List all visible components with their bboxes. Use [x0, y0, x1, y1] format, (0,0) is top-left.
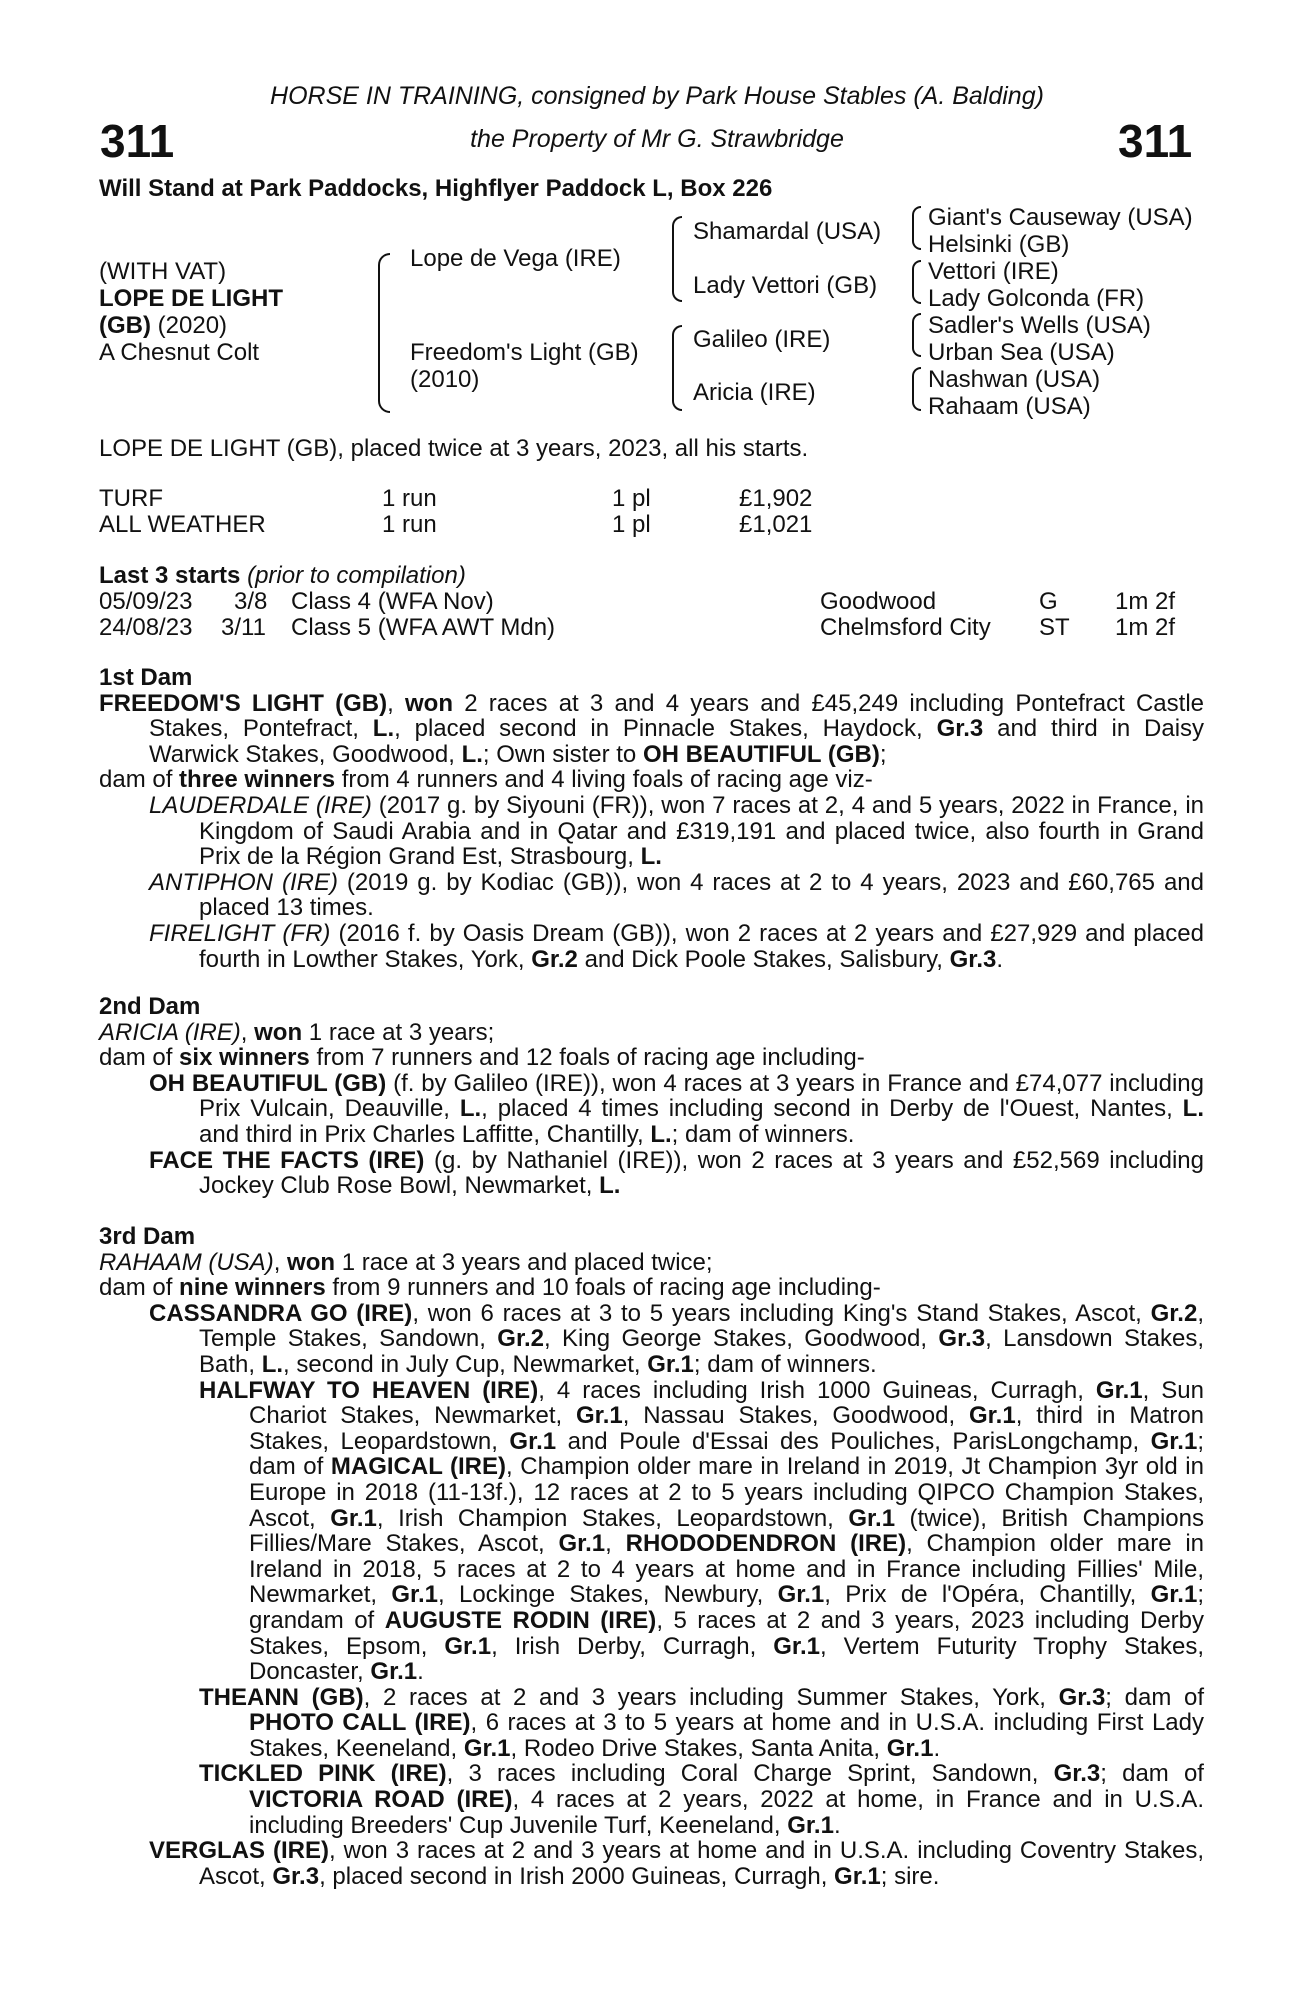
lot-number-right: 311 [1118, 115, 1193, 167]
dd-dam: Rahaam (USA) [928, 393, 1091, 420]
text: , Irish Derby, Curragh, [491, 1632, 774, 1660]
produce-entry [99, 921, 1204, 972]
group-label: Gr.1 [1095, 1376, 1143, 1404]
produce-entry [99, 1838, 1204, 1889]
dam: Freedom's Light (GB) [410, 339, 639, 366]
horse-year: (2020) [150, 312, 228, 339]
text: , 4 races including Irish 1000 Guineas, Curragh, [538, 1376, 1096, 1404]
produce-name: FIRELIGHT (FR) [149, 919, 331, 947]
text: (twice), British Champions Fillies/Mare Stakes, Ascot, [249, 1504, 1204, 1558]
pedigree-bracket-ss [912, 206, 921, 250]
text: 1 race at 3 years and placed twice; [335, 1248, 713, 1276]
listed-label: L. [461, 740, 483, 768]
start-distance: 1m 2f [1115, 614, 1176, 641]
produce-name: RHODODENDRON (IRE) [625, 1530, 907, 1558]
listed-label: L. [599, 1172, 621, 1200]
text: (f. by Galileo (IRE)), won 4 races at 3 years in France and £74,077 including Prix Vulcain, Deauville, [199, 1069, 1204, 1123]
listed-label: L. [459, 1095, 482, 1123]
group-label: Gr.2 [531, 945, 578, 973]
produce-name: OH BEAUTIFUL (GB) [149, 1069, 387, 1097]
start-class: Class 5 (WFA AWT Mdn) [291, 614, 556, 641]
pedigree-bracket-sire [672, 216, 682, 302]
text: . [417, 1658, 424, 1686]
dd-sire: Nashwan (USA) [928, 366, 1101, 393]
produce-entry [99, 1148, 1204, 1199]
record-runs: 1 run [382, 485, 437, 512]
start-course: Chelmsford City [820, 614, 991, 641]
consignor-line: HORSE IN TRAINING, consigned by Park House Stables (A. Balding) [270, 82, 1044, 110]
text: dam of [99, 1274, 180, 1302]
record-surface: ALL WEATHER [99, 511, 266, 538]
record-surface: TURF [99, 485, 163, 512]
group-label: Gr.1 [773, 1632, 820, 1660]
text: , 6 races at 3 to 5 years at home and in U.S.A. including First Lady Stakes, Keeneland, [249, 1709, 1204, 1762]
group-label: Gr.1 [330, 1504, 377, 1532]
text: . [833, 1811, 841, 1839]
start-position: 3/8 [234, 588, 268, 615]
text: , Nassau Stakes, Goodwood, [622, 1402, 969, 1430]
lot-number-left: 311 [100, 115, 175, 167]
produce-name: AUGUSTE RODIN (IRE) [384, 1606, 657, 1634]
group-label: Gr.2 [1150, 1299, 1198, 1327]
group-label: Gr.1 [509, 1427, 557, 1455]
start-position: 3/11 [221, 614, 266, 641]
text: , 2 races at 2 and 3 years including Summer Stakes, York, [363, 1683, 1059, 1711]
text: , won 6 races at 3 to 5 years including King's Stand Stakes, Ascot, [412, 1299, 1151, 1327]
first-dam-entry: FREEDOM'S LIGHT (GB), won 2 races at 3 and 4 years and £45,249 including Pontefract Castle Stakes, Pontefract, L., placed second in Pinnacle Stakes, Haydock, Gr.3 and third in Daisy Warwick Stakes, Goodwood, L.; Own sister to OH BEAUTIFUL (GB); [99, 689, 1205, 768]
produce-name: LAUDERDALE (IRE) [149, 791, 372, 819]
location-line: Will Stand at Park Paddocks, Highflyer Paddock L, Box 226 [99, 175, 773, 202]
text: , [605, 1530, 626, 1558]
listed-label: L. [261, 1350, 284, 1378]
sd-dam: Lady Golconda (FR) [928, 285, 1145, 312]
winners-count: six winners [179, 1044, 310, 1072]
last-starts-note: (prior to compilation) [240, 562, 466, 589]
second-dam-name: ARICIA (IRE) [99, 1018, 241, 1046]
sire: Lope de Vega (IRE) [410, 245, 621, 272]
text: , Temple Stakes, Sandown, [199, 1299, 1204, 1353]
first-dam-produce-summary [99, 767, 1204, 793]
text: , Lockinge Stakes, Newbury, [438, 1581, 778, 1609]
pedigree-bracket-sd [912, 260, 921, 304]
produce-name: MAGICAL (IRE) [330, 1453, 506, 1481]
text: 1 race at 3 years; [302, 1018, 495, 1046]
vat-note: (WITH VAT) [99, 258, 227, 285]
group-label: Gr.1 [444, 1632, 492, 1660]
sd-sire: Vettori (IRE) [928, 258, 1059, 285]
produce-entry [99, 1301, 1204, 1378]
text: from 9 runners and 10 foals of racing age including- [325, 1274, 881, 1302]
text: , Champion older mare in Ireland in 2018, 5 races at 2 to 4 years at home and in France including Fillies' Mile, Newmarket, [249, 1530, 1205, 1609]
group-label: Gr.1 [1150, 1581, 1198, 1609]
text: , Vertem Futurity Trophy Stakes, Doncaster, [249, 1632, 1204, 1686]
text: and third in Prix Charles Laffitte, Chantilly, [199, 1120, 651, 1148]
ds-sire: Sadler's Wells (USA) [928, 312, 1151, 339]
group-label: Gr.1 [886, 1734, 934, 1762]
produce-entry [99, 1685, 1204, 1762]
text: , third in Matron Stakes, Leopardstown, [249, 1402, 1205, 1455]
text: dam of [99, 1044, 180, 1072]
produce-entry [99, 1378, 1204, 1685]
second-dam-produce-summary [99, 1045, 1204, 1071]
first-dam-title: 1st Dam [99, 664, 193, 691]
produce-entry [99, 870, 1204, 921]
group-label: Gr.3 [936, 715, 984, 743]
record-prize: £1,021 [739, 511, 813, 538]
text: (2016 f. by Oasis Dream (GB)), won 2 races at 2 years and £27,929 and placed fourth in Lowther Stakes, York, [199, 919, 1205, 973]
produce-name: HALFWAY TO HEAVEN (IRE) [199, 1376, 539, 1404]
produce-name: VERGLAS (IRE) [149, 1837, 330, 1865]
produce-entry [99, 1761, 1204, 1838]
produce-entry [99, 1071, 1204, 1148]
won-label: won [287, 1248, 336, 1276]
text: ; [879, 740, 887, 768]
race-summary: LOPE DE LIGHT (GB), placed twice at 3 years, 2023, all his starts. [99, 435, 809, 462]
text: 2 races at 3 and 4 years and £45,249 including Pontefract Castle Stakes, Pontefract, [149, 689, 1204, 743]
produce-entry [99, 793, 1204, 870]
group-label: Gr.3 [1058, 1683, 1106, 1711]
text: , placed second in Irish 2000 Guineas, Curragh, [319, 1862, 835, 1890]
text: and Poule d'Essai des Pouliches, ParisLongchamp, [556, 1427, 1151, 1455]
listed-label: L. [650, 1120, 672, 1148]
text: and Dick Poole Stakes, Salisbury, [577, 945, 950, 973]
text: ; sire. [880, 1862, 940, 1890]
text: (2017 g. by Siyouni (FR)), won 7 races at 2, 4 and 5 years, 2022 in France, in Kingdom of Saudi Arabia and in Qatar and £319,191 and placed twice, also fourth in Grand Prix de la Région Grand Est, Strasbourg, [199, 791, 1204, 871]
text: , Prix de l'Opéra, Chantilly, [824, 1581, 1151, 1609]
dam-dam: Aricia (IRE) [693, 379, 816, 406]
text: . [996, 945, 1004, 973]
third-dam-section [99, 1224, 1204, 1889]
group-label: Gr.1 [391, 1581, 439, 1609]
first-dam-name: FREEDOM'S LIGHT (GB) [99, 689, 388, 717]
record-prize: £1,902 [739, 485, 813, 512]
last-starts-title: Last 3 starts [99, 562, 241, 589]
group-label: Gr.1 [370, 1658, 418, 1686]
group-label: Gr.1 [848, 1504, 896, 1532]
text: ; dam of [1105, 1683, 1204, 1711]
text: , [273, 1248, 288, 1276]
group-label: Gr.1 [576, 1402, 623, 1430]
group-label: Gr.3 [949, 945, 997, 973]
record-runs: 1 run [382, 511, 437, 538]
second-dam-entry [99, 1020, 1204, 1046]
first-dam-section [99, 665, 1204, 972]
horse-country: (GB) [99, 312, 151, 339]
dam-sire: Galileo (IRE) [693, 326, 831, 353]
produce-name: CASSANDRA GO (IRE) [149, 1299, 413, 1327]
group-label: Gr.1 [834, 1862, 881, 1890]
listed-label: L. [1182, 1095, 1204, 1123]
text: ; grandam of [249, 1581, 1204, 1634]
text: (2019 g. by Kodiac (GB)), won 4 races at 2 to 4 years, 2023 and £60,765 and placed 13 times. [199, 868, 1205, 922]
text: dam of [99, 766, 180, 794]
horse-name: LOPE DE LIGHT [99, 285, 284, 312]
dam-year: (2010) [410, 366, 480, 393]
second-dam-title: 2nd Dam [99, 993, 201, 1020]
text: and third in Daisy Warwick Stakes, Goodwood, [149, 715, 1205, 768]
text: , Champion older mare in Ireland in 2019, Jt Champion 3yr old in Europe in 2018 (11-13f.), 12 races at 2 to 5 years including QIPCO Champion Stakes, Ascot, [249, 1453, 1204, 1532]
group-label: Gr.1 [558, 1530, 606, 1558]
start-class: Class 4 (WFA Nov) [291, 588, 494, 615]
text: ; dam of [249, 1427, 1204, 1481]
produce-name: PHOTO CALL (IRE) [249, 1709, 471, 1737]
text: (g. by Nathaniel (IRE)), won 2 races at 3 years and £52,569 including Jockey Club Rose Bowl, Newmarket, [199, 1146, 1204, 1200]
group-label: Gr.3 [1053, 1760, 1101, 1788]
third-dam-title: 3rd Dam [99, 1223, 196, 1250]
pedigree-bracket-main [378, 253, 390, 413]
pedigree-bracket-ds [912, 313, 921, 357]
group-label: Gr.1 [969, 1402, 1016, 1430]
winners-count: three winners [179, 766, 336, 794]
text: , placed 4 times including second in Derby de l'Ouest, Nantes, [481, 1095, 1183, 1123]
produce-name: THEANN (GB) [199, 1683, 364, 1711]
start-distance: 1m 2f [1115, 588, 1176, 615]
ds-dam: Urban Sea (USA) [928, 339, 1115, 366]
record-placed: 1 pl [612, 485, 651, 512]
ss-sire: Giant's Causeway (USA) [928, 204, 1193, 231]
won-label: won [254, 1018, 303, 1046]
won-label: won [405, 689, 454, 717]
group-label: Gr.2 [497, 1325, 544, 1353]
text: , King George Stakes, Goodwood, [543, 1325, 939, 1353]
ss-dam: Helsinki (GB) [928, 231, 1070, 258]
text: , Sun Chariot Stakes, Newmarket, [249, 1376, 1204, 1430]
text: , Lansdown Stakes, Bath, [199, 1325, 1205, 1378]
group-label: Gr.1 [1150, 1427, 1198, 1455]
listed-label: L. [640, 843, 662, 871]
third-dam-produce-summary [99, 1275, 1204, 1301]
sire-dam: Lady Vettori (GB) [693, 272, 878, 299]
third-dam-entry [99, 1250, 1204, 1276]
text: , second in July Cup, Newmarket, [283, 1350, 648, 1378]
produce-name: VICTORIA ROAD (IRE) [249, 1786, 513, 1814]
third-dam-name: RAHAAM (USA) [99, 1248, 274, 1276]
text: from 4 runners and 4 living foals of racing age viz- [335, 766, 873, 794]
text: ; Own sister to [482, 740, 643, 768]
start-course: Goodwood [820, 588, 937, 615]
listed-label: L. [372, 715, 395, 743]
record-placed: 1 pl [612, 511, 651, 538]
property-line: the Property of Mr G. Strawbridge [470, 125, 844, 153]
group-label: Gr.3 [938, 1325, 986, 1353]
text: , Irish Champion Stakes, Leopardstown, [376, 1504, 849, 1532]
last-starts-heading [99, 563, 466, 589]
group-label: Gr.1 [787, 1811, 834, 1839]
sister-name: OH BEAUTIFUL (GB) [642, 740, 880, 768]
group-label: Gr.3 [272, 1862, 320, 1890]
text: , 3 races including Coral Charge Sprint, Sandown, [446, 1760, 1054, 1788]
horse-description: A Chesnut Colt [99, 339, 260, 366]
text: ; dam of [1100, 1760, 1204, 1788]
horse-country-year [99, 313, 227, 339]
text: from 7 runners and 12 foals of racing age including- [309, 1044, 865, 1072]
second-dam-section [99, 994, 1204, 1199]
group-label: Gr.1 [647, 1350, 694, 1378]
group-label: Gr.1 [463, 1734, 511, 1762]
text: . [933, 1734, 941, 1762]
start-going: ST [1039, 614, 1070, 641]
text: ; dam of winners. [671, 1120, 855, 1148]
sire-sire: Shamardal (USA) [693, 218, 882, 245]
produce-name: FACE THE FACTS (IRE) [149, 1146, 425, 1174]
text: , [240, 1018, 255, 1046]
text: , 5 races at 2 and 3 years, 2023 including Derby Stakes, Epsom, [249, 1606, 1205, 1660]
text: , placed second in Pinnacle Stakes, Haydock, [394, 715, 937, 743]
pedigree-bracket-dam [672, 325, 682, 411]
start-going: G [1039, 588, 1058, 615]
group-label: Gr.1 [777, 1581, 825, 1609]
pedigree-bracket-dd [912, 367, 921, 411]
text: ; dam of winners. [693, 1350, 877, 1378]
produce-name: ANTIPHON (IRE) [149, 868, 338, 896]
start-date: 05/09/23 [99, 588, 193, 615]
winners-count: nine winners [179, 1274, 326, 1302]
text: , 4 races at 2 years, 2022 at home, in France and in U.S.A. including Breeders' Cup Juvenile Turf, Keeneland, [249, 1786, 1204, 1839]
produce-name: TICKLED PINK (IRE) [199, 1760, 447, 1788]
start-date: 24/08/23 [99, 614, 193, 641]
text: , won 3 races at 2 and 3 years at home and in U.S.A. including Coventry Stakes, Ascot, [199, 1837, 1204, 1890]
text: , Rodeo Drive Stakes, Santa Anita, [510, 1734, 887, 1762]
